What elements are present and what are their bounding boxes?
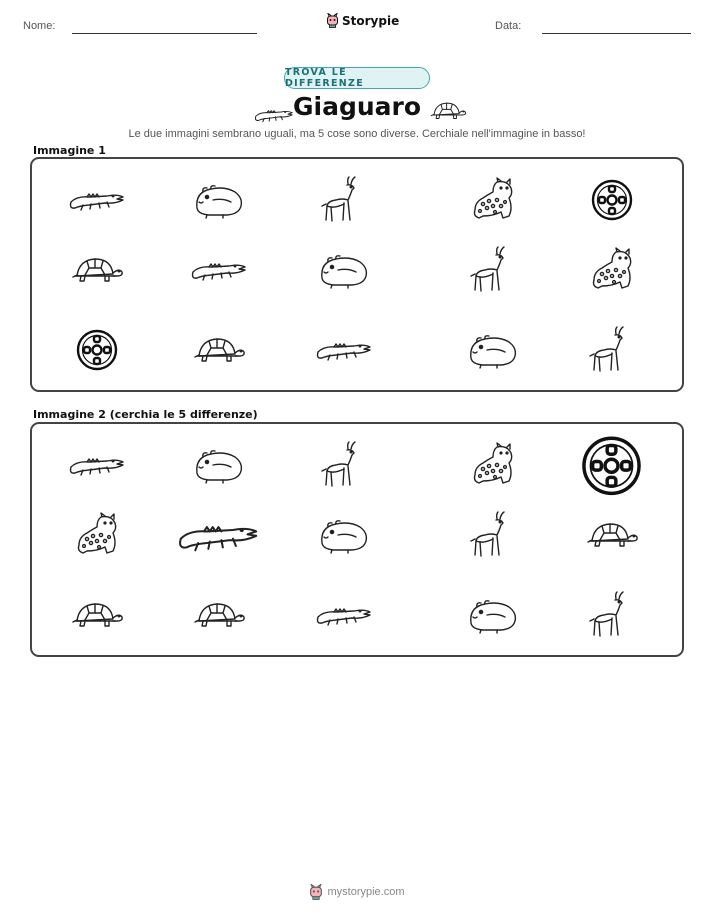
jaguar-icon <box>463 175 523 227</box>
tortoise-icon <box>189 325 249 377</box>
footer <box>0 884 714 900</box>
image1-panel <box>30 157 684 392</box>
tortoise-icon[interactable] <box>582 510 642 562</box>
date-line[interactable] <box>542 33 691 34</box>
jaguar-icon[interactable] <box>67 510 127 562</box>
brand-logo <box>326 13 399 28</box>
brand-name: Storypie <box>342 13 400 28</box>
footer-url[interactable]: mystorypie.com <box>327 886 405 898</box>
gazelle-icon <box>582 325 642 377</box>
hamster-icon[interactable] <box>314 510 374 562</box>
name-line[interactable] <box>72 33 257 34</box>
wheel-icon <box>582 175 642 227</box>
crocodile-icon <box>314 325 374 377</box>
crocodile-icon[interactable] <box>67 440 127 492</box>
title-row <box>0 92 714 124</box>
activity-badge: TROVA LE DIFFERENZE <box>284 67 430 89</box>
instructions: Le due immagini sembrano uguali, ma 5 cose sono diverse. Cerchiale nell'immagine in basso! <box>128 128 586 140</box>
date-label: Data: <box>495 20 522 32</box>
hamster-icon[interactable] <box>463 590 523 642</box>
wheel-icon <box>67 325 127 377</box>
crocodile-icon[interactable] <box>175 500 262 575</box>
hamster-icon <box>314 245 374 297</box>
jaguar-icon[interactable] <box>463 440 523 492</box>
gazelle-icon[interactable] <box>463 510 523 562</box>
tortoise-icon[interactable] <box>67 590 127 642</box>
image2-label: Immagine 2 (cerchia le 5 differenze) <box>33 408 258 421</box>
crocodile-icon <box>189 245 249 297</box>
hamster-icon <box>189 175 249 227</box>
hamster-icon <box>463 325 523 377</box>
page-title: Giaguaro <box>292 92 422 121</box>
gazelle-icon <box>314 175 374 227</box>
gazelle-icon[interactable] <box>582 590 642 642</box>
name-label: Nome: <box>23 20 56 32</box>
wheel-icon[interactable] <box>568 430 655 505</box>
hamster-icon[interactable] <box>189 440 249 492</box>
tortoise-icon[interactable] <box>189 590 249 642</box>
mascot-icon <box>309 884 323 900</box>
crocodile-icon <box>67 175 127 227</box>
image1-label: Immagine 1 <box>33 144 106 157</box>
worksheet-header <box>0 0 714 50</box>
tortoise-icon <box>67 245 127 297</box>
gazelle-icon <box>463 245 523 297</box>
jaguar-icon <box>582 245 642 297</box>
crocodile-icon[interactable] <box>314 590 374 642</box>
mascot-icon <box>326 13 339 28</box>
image2-panel[interactable] <box>30 422 684 657</box>
gazelle-icon[interactable] <box>314 440 374 492</box>
